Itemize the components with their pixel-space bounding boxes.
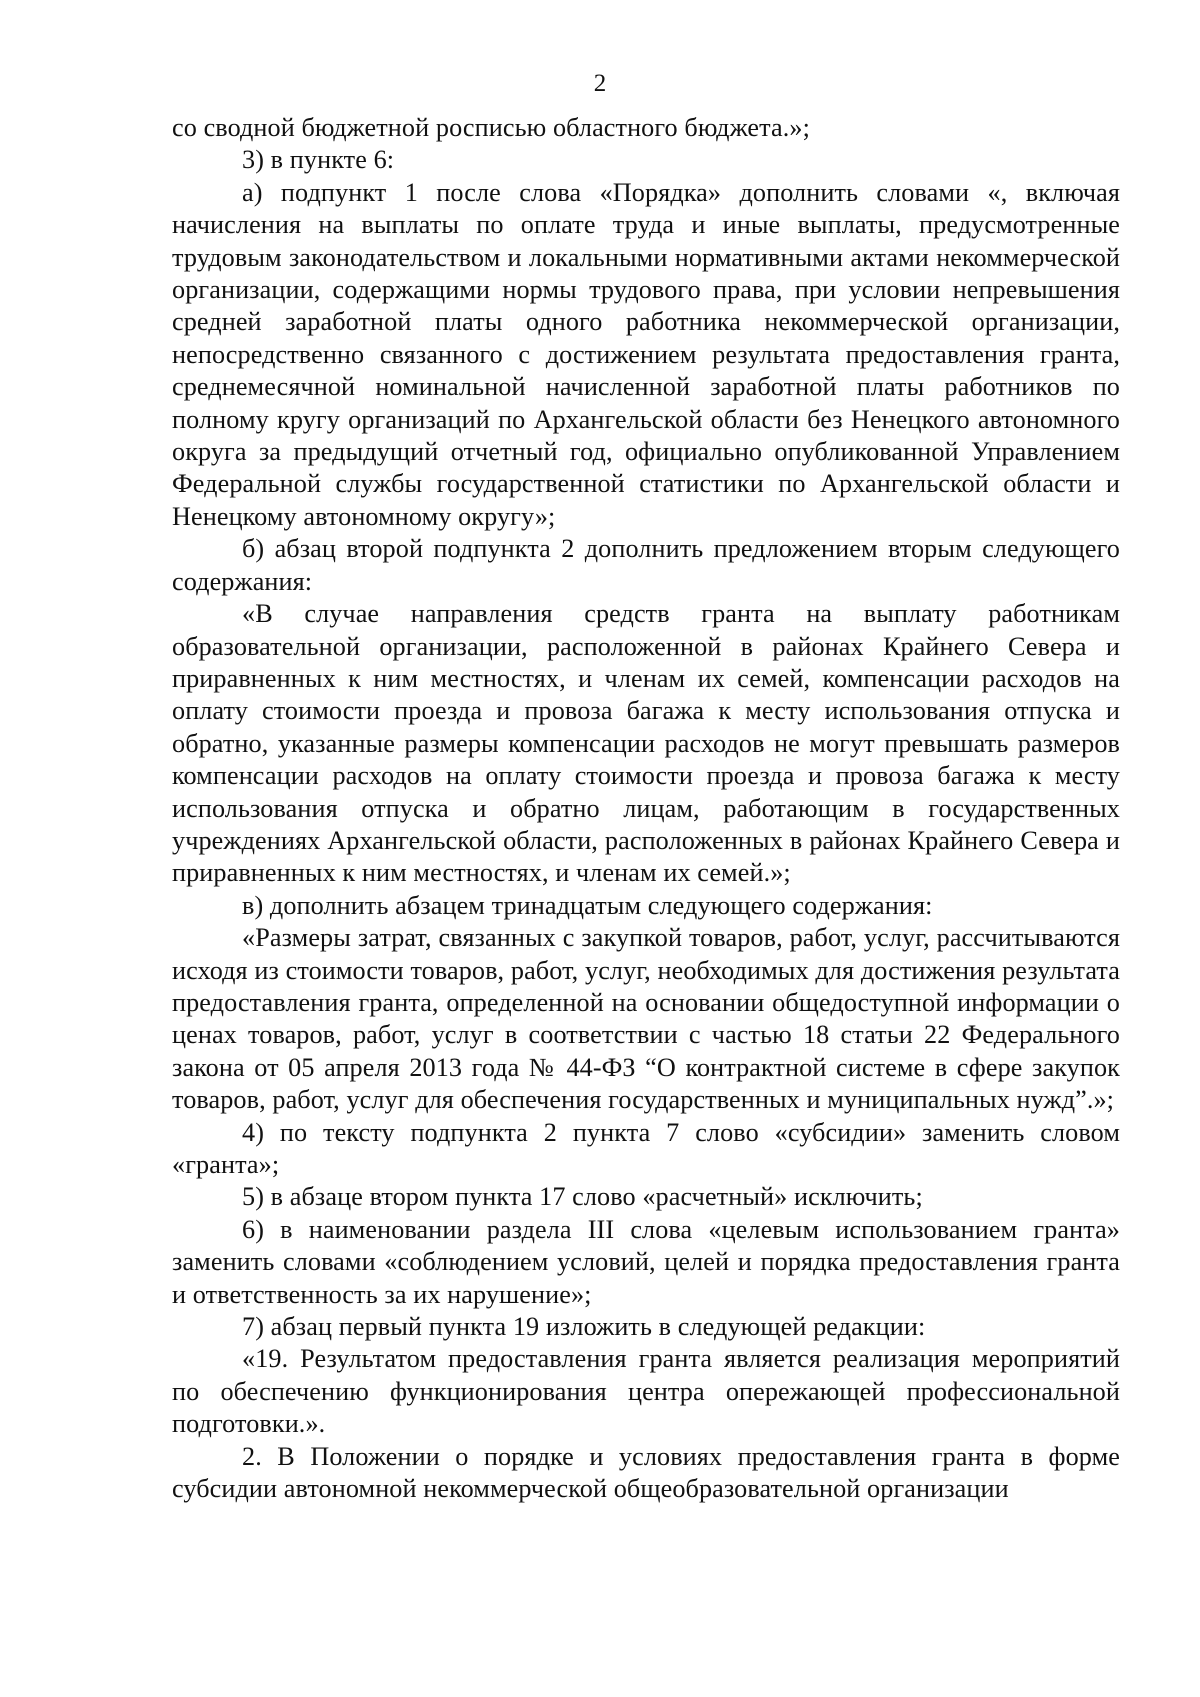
paragraph-5: «В случае направления средств гранта на выплату работникам образовательной организации, расположенной в районах Крайнего Севера и приравненных к ним местностях, и членам их семей, компенсации расходов на оплату стоимости проезда и провоза багажа к месту использования отпуска и обратно, указанные размеры компенсации расходов не могут превышать размеров компенсации расходов на оплату стоимости проезда и провоза багажа к месту использования отпуска и обратно лицам, работающим в государственных учреждениях Архангельской области, расположенных в районах Крайнего Севера и приравненных к ним местностях, и членам их семей.»;	[172, 599, 1120, 888]
paragraph-1: со сводной бюджетной росписью областного бюджета.»;	[172, 113, 810, 142]
paragraph-11: 7) абзац первый пункта 19 изложить в следующей редакции:	[242, 1312, 926, 1342]
paragraph-2: 3) в пункте 6:	[242, 145, 395, 175]
paragraph-13: 2. В Положении о порядке и условиях предоставления гранта в форме субсидии автономной некоммерческой общеобразовательной организации	[172, 1441, 1120, 1504]
document-body	[172, 112, 1120, 1505]
page-number: 2	[593, 70, 607, 97]
paragraph-6: в) дополнить абзацем тринадцатым следующего содержания:	[242, 890, 933, 920]
paragraph-12: «19. Результатом предоставления гранта является реализация мероприятий по обеспечению функционирования центра опережающей профессиональной подготовки.».	[172, 1344, 1120, 1439]
paragraph-9: 5) в абзаце втором пункта 17 слово «расчетный» исключить;	[242, 1182, 923, 1212]
paragraph-8: 4) по тексту подпункта 2 пункта 7 слово «субсидии» заменить словом «гранта»;	[172, 1117, 1120, 1179]
paragraph-10: 6) в наименовании раздела III слова «целевым использованием гранта» заменить словами «соблюдением условий, целей и порядка предоставления гранта и ответственность за их нарушение»;	[172, 1214, 1120, 1309]
paragraph-7: «Размеры затрат, связанных с закупкой товаров, работ, услуг, рассчитываются исходя из стоимости товаров, работ, услуг, необходимых для достижения результата предоставления гранта, определенной на основании общедоступной информации о ценах товаров, работ, услуг в соответствии с частью 18 статьи 22 Федерального закона от 05 апреля 2013 года № 44-ФЗ “О контрактной системе в сфере закупок товаров, работ, услуг для обеспечения государственных и муниципальных нужд”.»;	[172, 923, 1120, 1115]
paragraph-4: б) абзац второй подпункта 2 дополнить предложением вторым следующего содержания:	[172, 534, 1120, 596]
paragraph-3: а) подпункт 1 после слова «Порядка» дополнить словами «, включая начисления на выплаты по оплате труда и иные выплаты, предусмотренные трудовым законодательством и локальными нормативными актами некоммерческой организации, содержащими нормы трудового права, при условии непревышения средней заработной платы одного работника некоммерческой организации, непосредственно связанного с достижением результата предоставления гранта, среднемесячной номинальной начисленной заработной платы работников по полному кругу организаций по Архангельской области без Ненецкого автономного округа за предыдущий отчетный год, официально опубликованной Управлением Федеральной службы государственной статистики по Архангельской области и Ненецкому автономному округу»;	[172, 177, 1120, 531]
